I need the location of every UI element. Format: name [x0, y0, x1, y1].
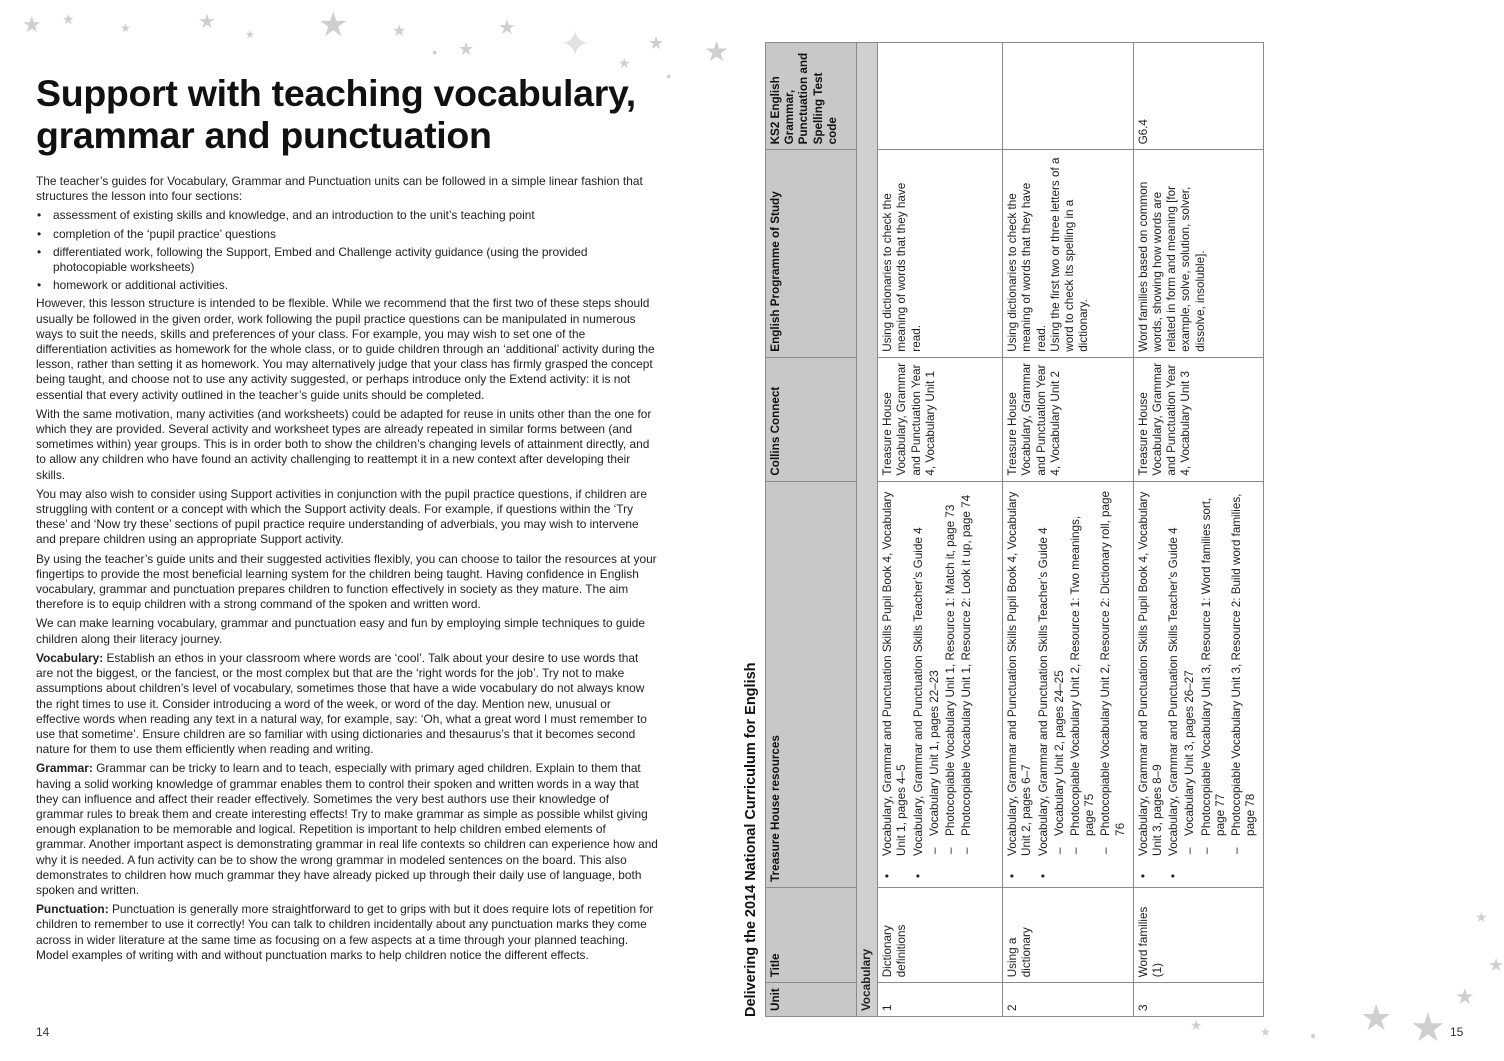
page-title: Support with teaching vocabulary, grammar and punctuation [36, 72, 636, 156]
punctuation-label: Punctuation: [36, 902, 109, 917]
list-item: • homework or additional activities. [36, 278, 658, 293]
list-item: • Vocabulary, Grammar and Punctuation Skills Teacher’s Guide 4 [1167, 487, 1181, 882]
list-item: – Photocopiable Vocabulary Unit 2, Resource 2: Dictionary roll, page 76 [1099, 487, 1127, 882]
list-item: • assessment of existing skills and knowledge, and an introduction to the unit’s teaching point [36, 208, 658, 223]
star-decoration-bottom: ★ ★ ★ ★ ★ ★ ★ ● [1190, 909, 1504, 1050]
section-row [857, 43, 878, 1017]
list-item: – Photocopiable Vocabulary Unit 2, Resource 1: Two meanings, page 75 [1069, 487, 1097, 882]
table-heading: Delivering the 2014 National Curriculum for English [743, 662, 759, 1017]
cell-test-code: G6.4 [1133, 43, 1264, 150]
list-item: – Photocopiable Vocabulary Unit 1, Resource 1: Match it, page 73 [944, 487, 958, 882]
cell-resources [1133, 481, 1264, 887]
grammar-label: Grammar: [36, 761, 93, 776]
vocabulary-label: Vocabulary: [36, 650, 104, 665]
cell-collins-connect: Treasure House Vocabulary, Grammar and Punctuation Year 4, Vocabulary Unit 1 [878, 357, 1003, 481]
paragraph: With the same motivation, many activities (and worksheets) could be adapted for reuse in units other than the one for which they are provided. Several activity and worksheet types are already repeated in similar forms between (and sometimes within) year groups. This is in order both to show the children’s changing levels of attainment directly, and to allow any children who have found an activity challenging to reattempt it in a new context after developing their skills. [36, 406, 652, 482]
list-item: • Vocabulary, Grammar and Punctuation Skills Pupil Book 4, Vocabulary Unit 2, pages 6–7 [1006, 487, 1034, 882]
grammar-paragraph [36, 761, 658, 898]
curriculum-table [765, 42, 1264, 1017]
list-item: – Photocopiable Vocabulary Unit 3, Resource 2: Build word families, page 78 [1230, 487, 1258, 882]
cell-title: Using a dictionary [1003, 887, 1134, 982]
resource-list [1006, 487, 1128, 882]
list-item: • Vocabulary, Grammar and Punctuation Skills Pupil Book 4, Vocabulary Unit 3, pages 8–9 [1137, 487, 1165, 882]
resource-list [1137, 487, 1259, 882]
list-item: • Vocabulary, Grammar and Punctuation Skills Teacher’s Guide 4 [1037, 487, 1051, 882]
list-item: – Vocabulary Unit 1, pages 22–23 [928, 487, 942, 882]
cell-unit: 2 [1003, 983, 1134, 1017]
cell-resources [878, 481, 1003, 887]
header-programme-of-study: English Programme of Study [766, 150, 857, 357]
programme-line: Using the first two or three letters of a word to check its spelling in a dictionary. [1048, 157, 1091, 352]
page-number-left: 14 [36, 1025, 50, 1039]
vocabulary-text: Establish an ethos in your classroom where words are ‘cool’. Talk about your desire to use words that are not the biggest, or the fanciest, or the most complex but that are the ‘right words for the job’. Try not to make assumptions about children’s level of vocabulary, sometimes those that have a wide vocabulary do not always know the right times to use it. Consider introducing a word of the week, or word of the day. Mention new, unusual or effective words when reading any text in a natural way, for example, say: ‘Oh, what a great word I must remember to use that sometime’. Ensure children are so familiar with using dictionaries and thesaurus’s that it becomes second nature for them to use them efficiently when reading and writing. [36, 650, 647, 757]
page-number-right: 15 [1450, 1025, 1464, 1039]
list-item: – Photocopiable Vocabulary Unit 3, Resource 1: Word families sort, page 77 [1200, 487, 1228, 882]
resource-list [881, 487, 974, 882]
header-test-code: KS2 English Grammar, Punctuation and Spelling Test code [766, 43, 857, 150]
cell-collins-connect: Treasure House Vocabulary, Grammar and Punctuation Year 4, Vocabulary Unit 2 [1003, 357, 1134, 481]
section-label: Vocabulary [857, 43, 878, 1017]
right-page [743, 0, 1504, 1061]
header-resources: Treasure House resources [766, 481, 857, 887]
cell-programme: Word families based on common words, showing how words are related in form and meaning [for example, solve, solution, solver, dissolve, insoluble]. [1133, 150, 1264, 357]
grammar-text: Grammar can be tricky to learn and to teach, especially with primary aged children. Explain to them that having a solid working knowledge of grammar enables them to control their spoken and written words in a way that they can influence and affect their reader effectively. Sometimes the very best authors use their knowledge of grammar rules to break them and create interesting effects! Try to make grammar as simple as possible whilst giving enough explanation to be memorable and logical. Repetition is important to help children embed elements of grammar. Another important aspect is demonstrating grammar in real life contexts so children can experience how and why it is needed. A fun activity can be to show the wrong grammar in modeled sentences on the board. This also demonstrates to children how much grammar they have already picked up through their daily use of language, both spoken and written. [36, 761, 658, 897]
table-row [1003, 43, 1134, 1017]
cell-programme: Using dictionaries to check the meaning of words that they have read. [878, 150, 1003, 357]
header-unit: Unit [766, 983, 857, 1017]
cell-title: Word families (1) [1133, 887, 1264, 982]
punctuation-paragraph [36, 902, 658, 963]
paragraph: You may also wish to consider using Support activities in conjunction with the pupil practice questions, if children are struggling with content or a concept with which the Support activity deals. For example, if questions within the ‘Try these’ and ‘Now try these’ sections of pupil practice require understanding of adverbials, you may wish to intervene and prepare children using an appropriate Support activity. [36, 486, 647, 547]
programme-line: Using dictionaries to check the meaning of words that they have read. [1006, 182, 1048, 352]
cell-test-code [1003, 43, 1134, 150]
list-item: – Vocabulary Unit 3, pages 26–27 [1183, 487, 1197, 882]
intro-paragraph: The teacher’s guides for Vocabulary, Grammar and Punctuation units can be followed in a simple linear fashion that structures the lesson into four sections: [36, 174, 643, 204]
list-item: – Photocopiable Vocabulary Unit 1, Resource 2: Look it up, page 74 [960, 487, 974, 882]
paragraph: By using the teacher’s guide units and their suggested activities flexibly, you can choose to tailor the resources at your fingertips to provide the most beneficial learning system for the children being taught. Having confidence in English vocabulary, grammar and punctuation prepares children to function effectively in society as they mature. The aim therefore is to equip children with a strong command of the spoken and written word. [36, 551, 657, 612]
list-item: • Vocabulary, Grammar and Punctuation Skills Pupil Book 4, Vocabulary Unit 1, pages 4–5 [881, 487, 909, 882]
cell-collins-connect: Treasure House Vocabulary, Grammar and Punctuation Year 4, Vocabulary Unit 3 [1133, 357, 1264, 481]
paragraph: We can make learning vocabulary, grammar and punctuation easy and fun by employing simple techniques to guide children along their literacy journey. [36, 616, 645, 646]
list-item: • completion of the ‘pupil practice’ questions [36, 227, 658, 242]
cell-test-code [878, 43, 1003, 150]
left-page [0, 0, 750, 1061]
star-decoration-top: ★ ★ ★ ★ ★ ★ ★ ★ ★ ✦ ★ ★ ★ ● ● [22, 6, 730, 81]
cell-programme [1003, 150, 1134, 357]
paragraph: However, this lesson structure is intended to be flexible. While we recommend that the first two of these steps should usually be followed in the given order, work following the pupil practice questions can be manipulated in numerous ways to suit the needs, skills and preferences of your class. For example, you may wish to set one of the differentiation activities as homework for the whole class, or to guide children through an ‘additional’ activity during the lesson, rather than setting it as homework. You may alternatively judge that your class has firmly grasped the concept being taught, and choose not to use any activity suggested, or perhaps introduce only the Extend activity: it is not essential that every activity outlined in the teacher’s guide units should be completed. [36, 296, 655, 402]
table-row [1133, 43, 1264, 1017]
list-item: • Vocabulary, Grammar and Punctuation Skills Teacher’s Guide 4 [912, 487, 926, 882]
article-body [36, 174, 658, 967]
cell-title: Dictionary definitions [878, 887, 1003, 982]
table-header-row [766, 43, 857, 1017]
punctuation-text: Punctuation is generally more straightforward to get to grips with but it does require lots of repetition for children to remember to use it correctly! You can talk to children incidentally about any punctuation marks they come across in wider literature at the same time as focusing on a few aspects at a time through your planned teaching. Model examples of writing with and without punctuation marks to help children notice the different effects. [36, 902, 654, 962]
header-collins-connect: Collins Connect [766, 357, 857, 481]
list-item: • differentiated work, following the Support, Embed and Challenge activity guidance (using the provided photocopiable worksheets) [36, 245, 658, 275]
cell-resources [1003, 481, 1134, 887]
table-row [878, 43, 1003, 1017]
curriculum-table-rotated [743, 42, 1298, 1017]
vocabulary-paragraph [36, 651, 658, 757]
cell-unit: 1 [878, 983, 1003, 1017]
cell-unit: 3 [1133, 983, 1264, 1017]
list-item: – Vocabulary Unit 2, pages 24–25 [1053, 487, 1067, 882]
lesson-sections-list [36, 208, 658, 293]
header-title: Title [766, 887, 857, 982]
